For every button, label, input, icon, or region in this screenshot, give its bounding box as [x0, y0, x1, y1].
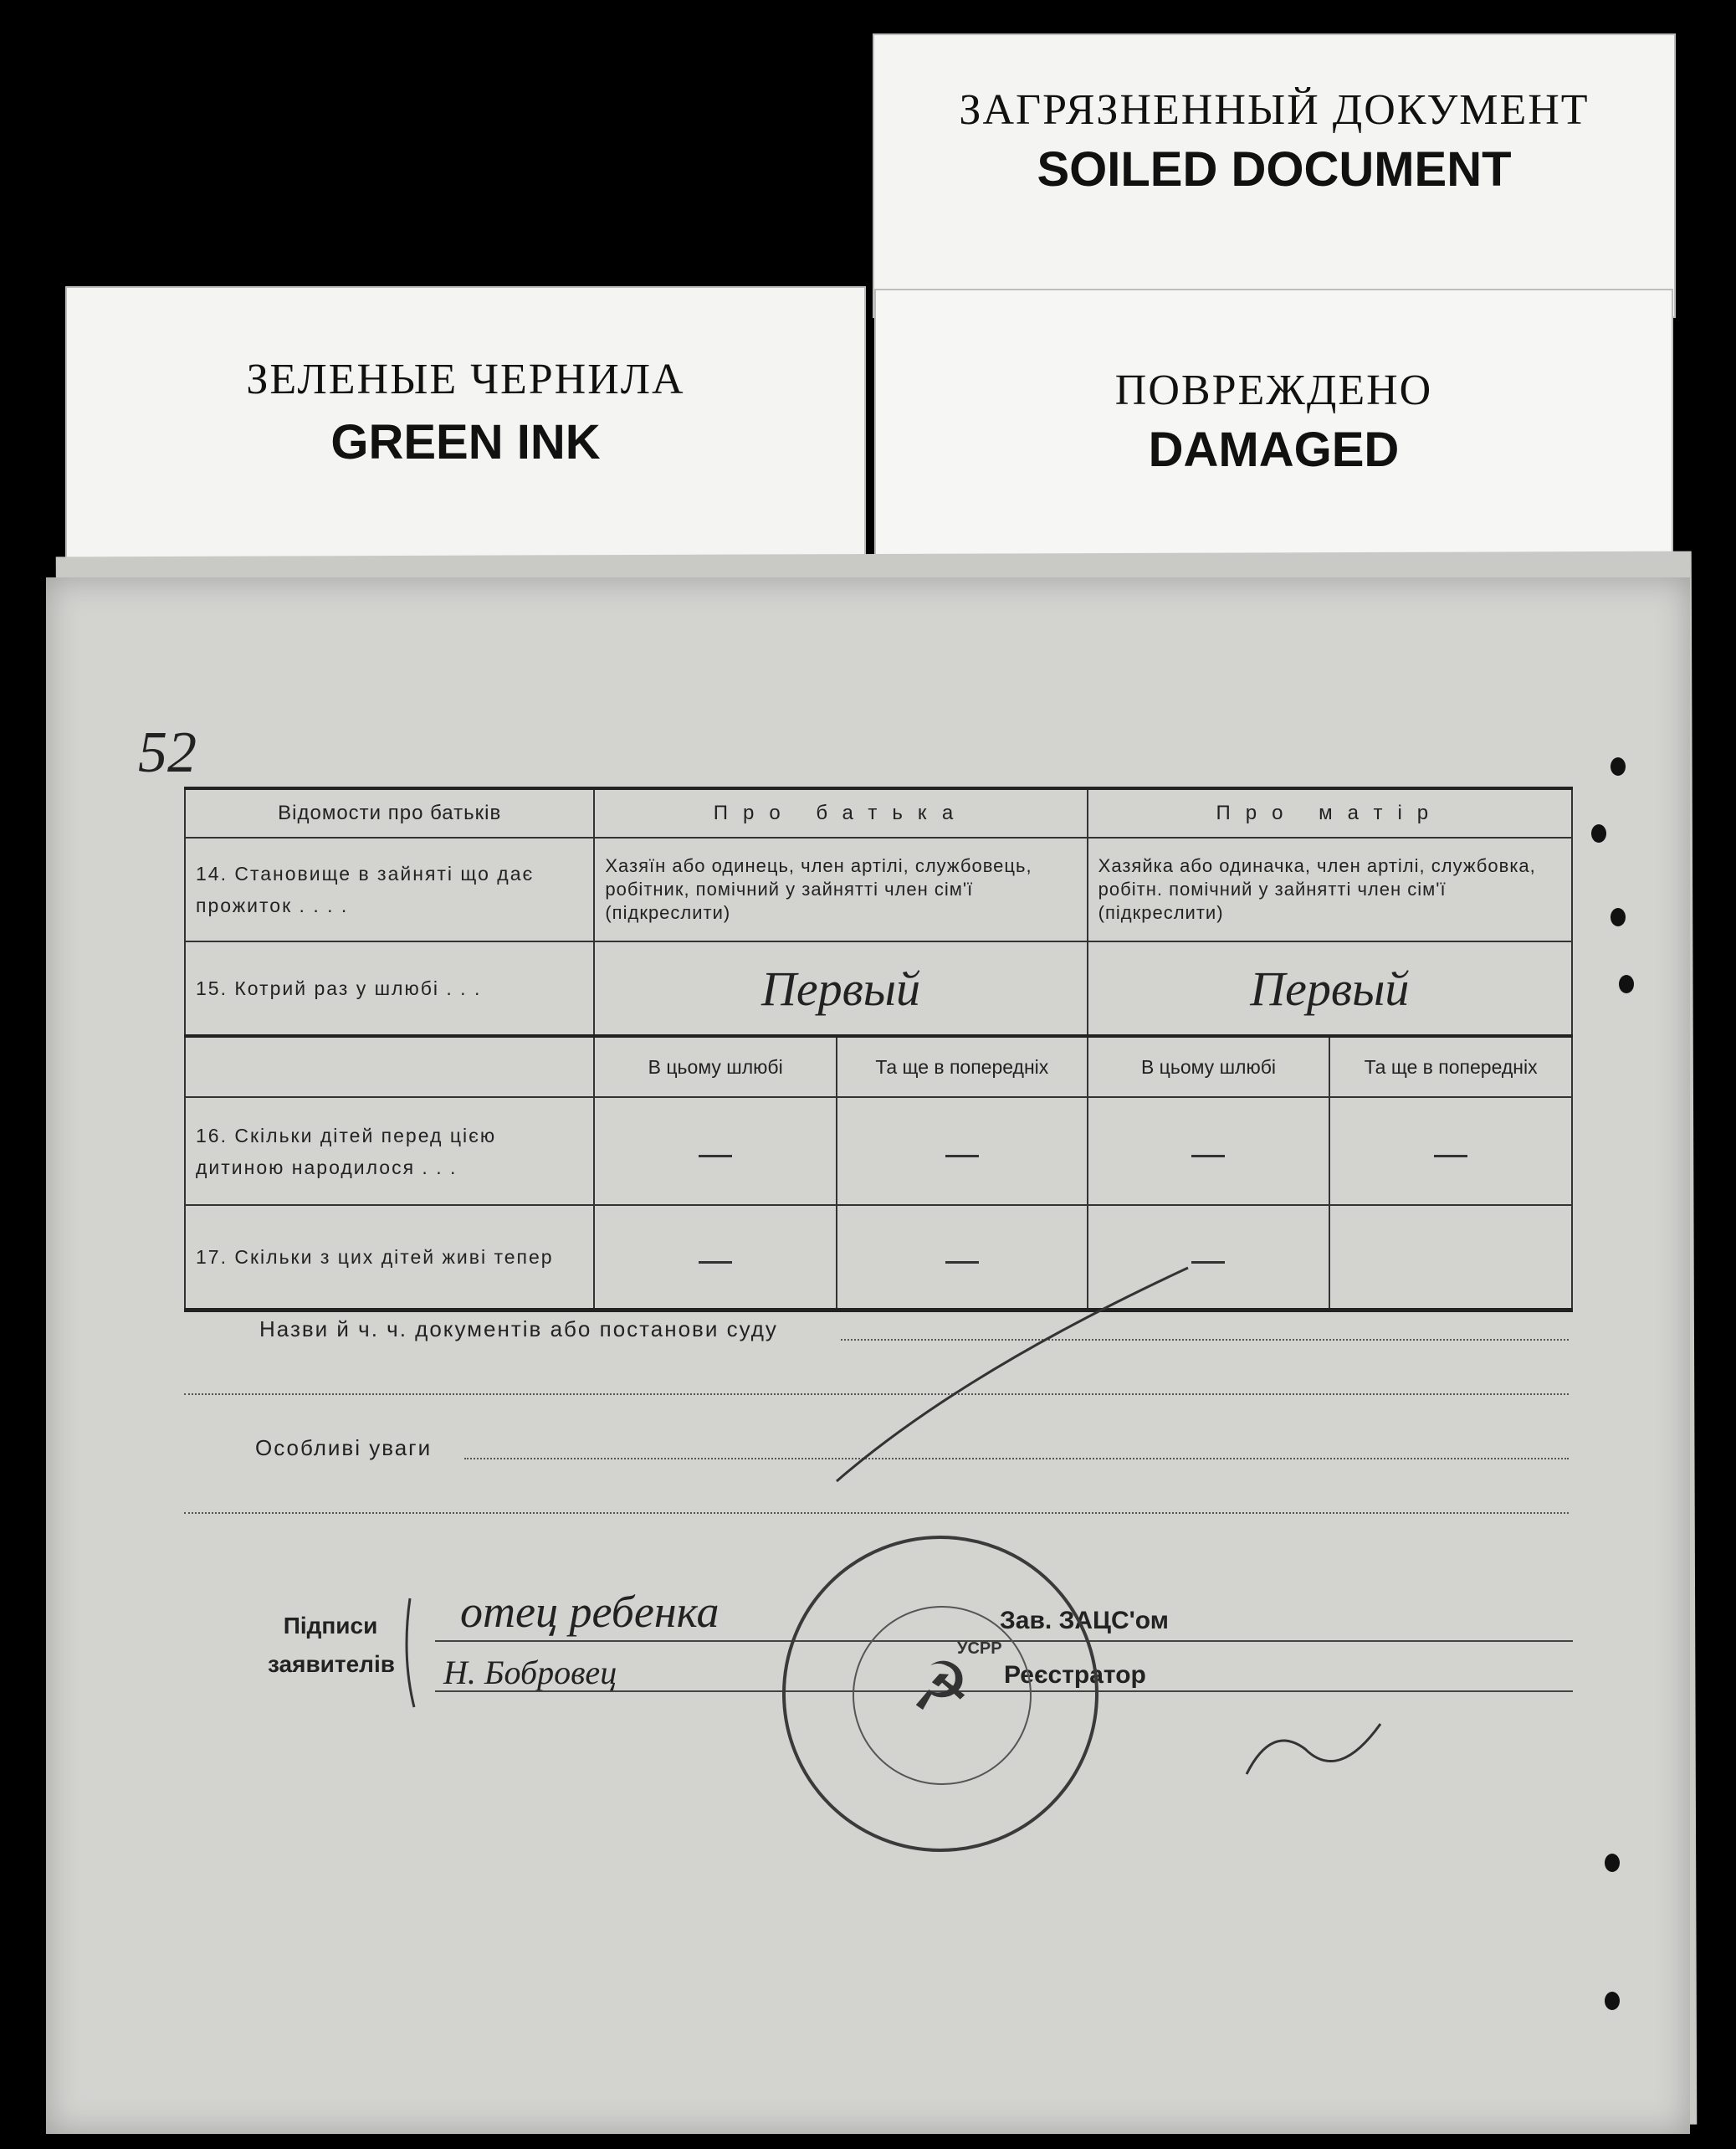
punch-hole: [1591, 824, 1606, 843]
punch-hole: [1611, 757, 1626, 776]
punch-hole: [1611, 908, 1626, 926]
damaged-tag-en: DAMAGED: [1148, 423, 1400, 477]
row14-father: Хазяїн або одинець, член артілі, службовець, робітник, помічний у зайнятті член сім'ї (підкреслити): [594, 838, 1087, 941]
sub-mother-marriage: В цьому шлюбі: [1088, 1036, 1330, 1097]
row15-mother-hw: Первый: [1250, 961, 1410, 1016]
green-ink-tag-en: GREEN INK: [330, 415, 601, 469]
head-zags-label: Зав. ЗАЦС'ом: [1000, 1607, 1169, 1634]
diagonal-cancel-stroke: [837, 1268, 1188, 1481]
green-ink-tag-ru: ЗЕЛЕНЫЕ ЧЕРНИЛА: [246, 356, 685, 403]
page-number: 52: [138, 721, 197, 785]
row14-label: 14. Становище в зайняті що дає прожиток . . . .: [185, 838, 594, 941]
soiled-tag-en: SOILED DOCUMENT: [1037, 142, 1512, 197]
row14-mother: Хазяйка або одиначка, член артілі, службовка, робітн. помічний у зайнятті член сім'ї (підкреслити): [1088, 838, 1572, 941]
header-mother: Про матір: [1088, 788, 1572, 838]
sub-father-marriage: В цьому шлюбі: [594, 1036, 837, 1097]
punch-hole: [1605, 1854, 1620, 1872]
sub-mother-previous: Та ще в попередніх: [1329, 1036, 1572, 1097]
hammer-sickle-icon: ☭: [910, 1648, 970, 1726]
applicants-signatures-label: Підписи заявителів: [268, 1613, 395, 1677]
punch-hole: [1605, 1992, 1620, 2010]
second-signature-hw: Н. Бобровец: [443, 1654, 617, 1691]
documents-field-label: Назви й ч. ч. документів або постанови суду: [259, 1316, 778, 1341]
soiled-tag-ru: ЗАГРЯЗНЕННЫЙ ДОКУМЕНТ: [959, 86, 1590, 134]
registrar-flourish: [1247, 1724, 1380, 1774]
sub-father-previous: Та ще в попередніх: [837, 1036, 1088, 1097]
row15-father-hw: Первый: [760, 961, 921, 1016]
registrar-label: Реєстратор: [1004, 1661, 1146, 1689]
header-father: Про батька: [594, 788, 1087, 838]
damaged-tag-ru: ПОВРЕЖДЕНО: [1114, 367, 1433, 414]
row15-label: 15. Котрий раз у шлюбі . . .: [185, 941, 594, 1036]
father-signature-hw: отец ребенка: [460, 1587, 719, 1637]
notes-field-label: Особливі уваги: [255, 1435, 433, 1460]
punch-hole: [1619, 975, 1634, 993]
header-parents-info: Відомости про батьків: [185, 788, 594, 838]
row17-label: 17. Скільки з цих дітей живі тепер: [185, 1205, 594, 1310]
signature-brace: [407, 1598, 414, 1707]
seal-text: УСРР: [957, 1639, 1002, 1658]
official-seal: [782, 1536, 1098, 1852]
row16-label: 16. Скільки дітей перед цією дитиною народилося . . .: [185, 1097, 594, 1205]
